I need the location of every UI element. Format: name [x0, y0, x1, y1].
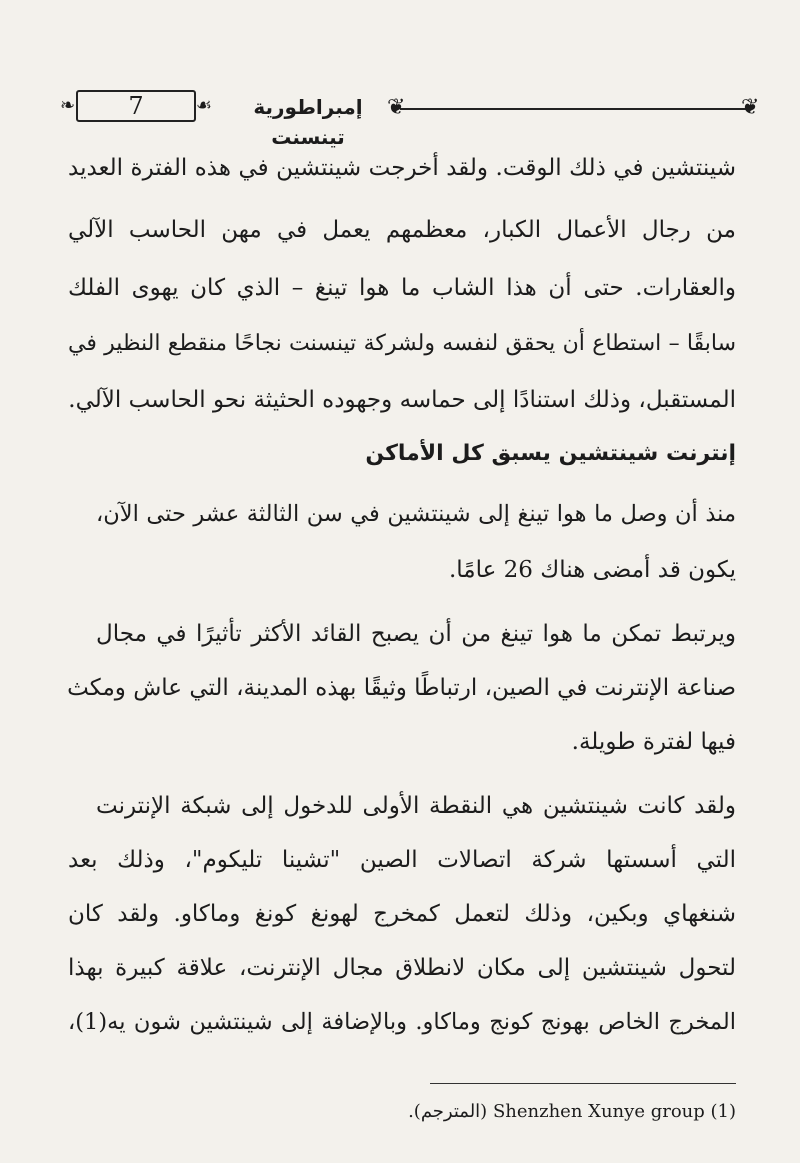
header-rule [400, 108, 747, 110]
text-line: والعقارات. حتى أن هذا الشاب ما هوا تينغ – الذي كان يهوى الفلك [68, 275, 736, 301]
section-heading: إنترنت شينتشين يسبق كل الأماكن [365, 441, 736, 466]
text-line: شنغهاي وبكين، وذلك لتعمل كمخرج لهونغ كونغ وماكاو. ولقد كان [68, 901, 736, 927]
text-line: المخرج الخاص بهونج كونج وماكاو. وبالإضافة إلى شينتشين شون يه(1)، [68, 1009, 736, 1035]
ornament-icon: ❧ [60, 95, 76, 116]
text-line: صناعة الإنترنت في الصين، ارتباطًا وثيقًا بهذه المدينة، التي عاش ومكث [67, 675, 736, 701]
text-line: ويرتبط تمكن ما هوا تينغ من أن يصبح القائد الأكثر تأثيرًا في مجال [96, 621, 736, 647]
page-number: 7 [128, 92, 144, 120]
text-line: فيها لفترة طويلة. [571, 729, 736, 755]
page-number-box [60, 90, 212, 122]
text-line: شينتشين في ذلك الوقت. ولقد أخرجت شينتشين في هذه الفترة العديد [68, 155, 736, 181]
ornament-icon: ❦ [387, 95, 406, 120]
text-line: المستقبل، وذلك استنادًا إلى حماسه وجهوده الحثيثة نحو الحاسب الآلي. [68, 387, 736, 413]
book-title: إمبراطورية تينسنت [253, 95, 363, 149]
running-header [52, 88, 760, 149]
text-line: من رجال الأعمال الكبار، معظمهم يعمل في مهن الحاسب الآلي [68, 217, 736, 243]
text-line: سابقًا – استطاع أن يحقق لنفسه ولشركة تينسنت نجاحًا منقطع النظير في [68, 331, 736, 356]
text-line: ولقد كانت شينتشين هي النقطة الأولى للدخول إلى شبكة الإنترنت [96, 793, 736, 819]
footnote: Shenzhen Xunye group (1) (المترجم). [408, 1101, 736, 1122]
text-line: التي أسستها شركة اتصالات الصين "تشينا تليكوم"، وذلك بعد [68, 847, 736, 873]
text-line: منذ أن وصل ما هوا تينغ إلى شينتشين في سن الثالثة عشر حتى الآن، [96, 501, 736, 527]
ornament-icon: ❦ [741, 95, 760, 120]
ornament-icon: ☙ [195, 95, 212, 116]
text-line: يكون قد أمضى هناك 26 عامًا. [448, 557, 736, 583]
text-line: لتحول شينتشين إلى مكان لانطلاق مجال الإنترنت، علاقة كبيرة بهذا [68, 955, 736, 981]
footnote-rule [430, 1083, 736, 1084]
